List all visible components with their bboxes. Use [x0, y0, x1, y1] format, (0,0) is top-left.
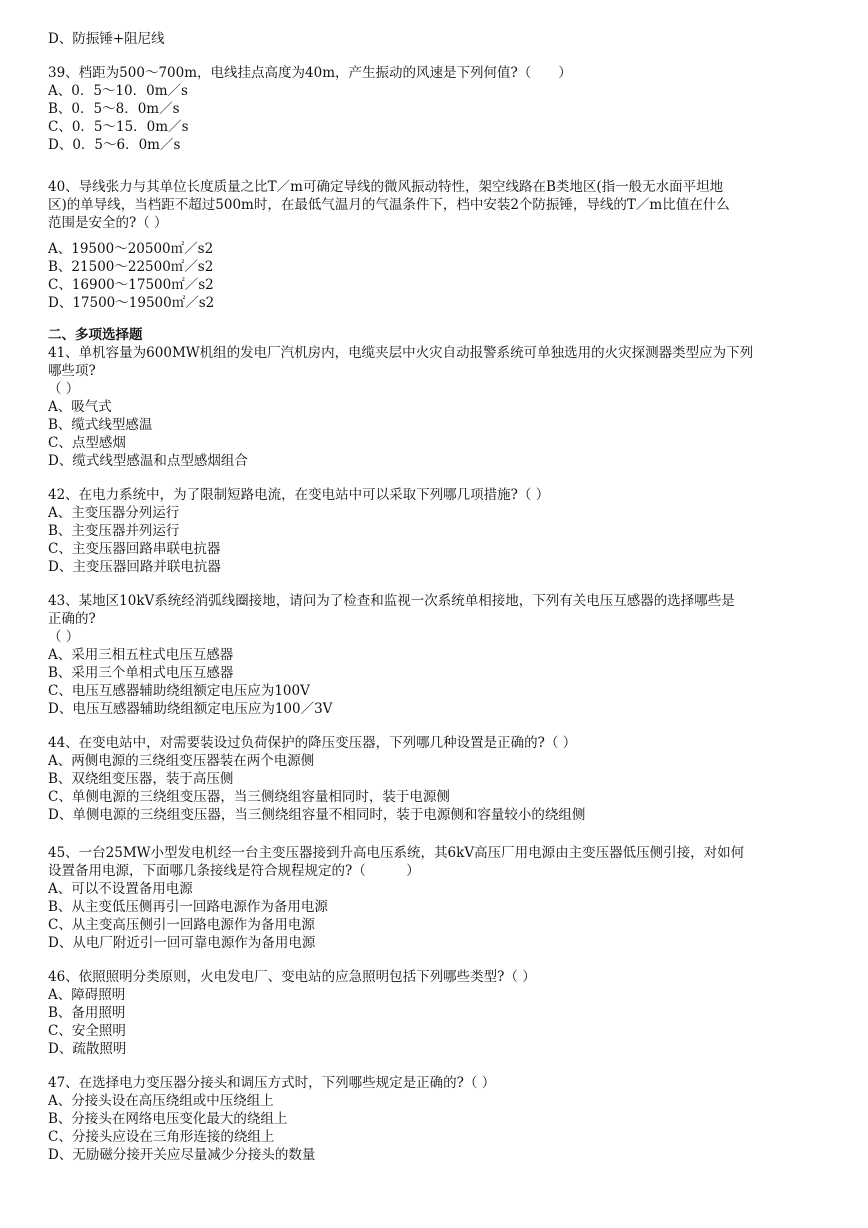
- question-stem-line: 40、导线张力与其单位长度质量之比T／m可确定导线的微风振动特性，架空线路在B类地区(指一般无水面平坦地: [48, 179, 724, 195]
- section-heading: 二、多项选择题: [48, 327, 143, 343]
- option-d: D、单侧电源的三绕组变压器，当三侧绕组容量不相同时，装于电源侧和容量较小的绕组侧: [48, 807, 586, 823]
- option-b: B、采用三个单相式电压互感器: [48, 665, 234, 681]
- option-c: C、从主变高压侧引一回路电源作为备用电源: [48, 917, 315, 933]
- option-d: D、0．5～6．0m／s: [48, 137, 181, 153]
- option-b: B、0．5～8．0m／s: [48, 101, 180, 117]
- option-c: C、0．5～15．0m／s: [48, 119, 189, 135]
- option-d: D、无励磁分接开关应尽量减少分接头的数量: [48, 1147, 316, 1163]
- option-d: D、17500～19500㎡／s2: [48, 295, 215, 311]
- question-stem: 39、档距为500～700m，电线挂点高度为40m，产生振动的风速是下列何值?（ ）: [48, 65, 572, 81]
- question-stem-line: 45、一台25MW小型发电机经一台主变压器接到升高电压系统，其6kV高压厂用电源由主变压器低压侧引接，对如何: [48, 845, 745, 861]
- option-a: A、可以不设置备用电源: [48, 881, 193, 897]
- option-d: D、从电厂附近引一回可靠电源作为备用电源: [48, 935, 316, 951]
- question-47: [48, 1074, 838, 1164]
- option-d: D、缆式线型感温和点型感烟组合: [48, 453, 248, 469]
- option-b: B、从主变低压侧再引一回路电源作为备用电源: [48, 899, 328, 915]
- question-45: [48, 844, 838, 952]
- document-page: [48, 30, 838, 1164]
- question-stem-line: 设置备用电源，下面哪几条接线是符合规程规定的?（ ）: [48, 863, 420, 879]
- question-42: [48, 486, 838, 576]
- option-a: A、采用三相五柱式电压互感器: [48, 647, 234, 663]
- option-c: C、安全照明: [48, 1023, 126, 1039]
- question-stem-line: 43、某地区10kV系统经消弧线圈接地，请问为了检查和监视一次系统单相接地，下列有关电压互感器的选择哪些是: [48, 593, 735, 609]
- question-39: [48, 64, 838, 154]
- option-b: B、21500～22500㎡／s2: [48, 259, 214, 275]
- question-stem-line: 正确的?: [48, 611, 96, 627]
- question-stem: 47、在选择电力变压器分接头和调压方式时，下列哪些规定是正确的?（ ）: [48, 1075, 496, 1091]
- option-a: A、主变压器分列运行: [48, 505, 180, 521]
- option-c: C、分接头应设在三角形连接的绕组上: [48, 1129, 275, 1145]
- option-b: B、分接头在网络电压变化最大的绕组上: [48, 1111, 288, 1127]
- question-41: [48, 344, 838, 470]
- question-stem: 46、依照照明分类原则，火电发电厂、变电站的应急照明包括下列哪些类型?（ ）: [48, 969, 536, 985]
- option-c: C、单侧电源的三绕组变压器，当三侧绕组容量相同时，装于电源侧: [48, 789, 450, 805]
- question-43: [48, 592, 838, 718]
- option-c: C、电压互感器辅助绕组额定电压应为100V: [48, 683, 310, 699]
- option-b: B、主变压器并列运行: [48, 523, 180, 539]
- question-46: [48, 968, 838, 1058]
- option-c: C、点型感烟: [48, 435, 126, 451]
- question-44: [48, 734, 838, 824]
- option-d-prev: D、防振锤+阻尼线: [48, 31, 165, 47]
- option-d: D、电压互感器辅助绕组额定电压应为100／3V: [48, 701, 333, 717]
- question-40: [48, 178, 838, 312]
- option-b: B、备用照明: [48, 1005, 126, 1021]
- option-c: C、主变压器回路串联电抗器: [48, 541, 221, 557]
- question-stem: 42、在电力系统中，为了限制短路电流，在变电站中可以采取下列哪几项措施?（ ）: [48, 487, 550, 503]
- question-stem-line: 范围是安全的?（ ）: [48, 215, 168, 231]
- option-d: D、主变压器回路并联电抗器: [48, 559, 221, 575]
- question-stem: 44、在变电站中，对需要装设过负荷保护的降压变压器，下列哪几种设置是正确的?（ ）: [48, 735, 577, 751]
- option-d: D、疏散照明: [48, 1041, 127, 1057]
- option-a: A、吸气式: [48, 399, 112, 415]
- option-b: B、缆式线型感温: [48, 417, 153, 433]
- answer-bracket: （ ）: [48, 381, 80, 397]
- answer-bracket: （ ）: [48, 629, 80, 645]
- option-a: A、19500～20500㎡／s2: [48, 241, 214, 257]
- option-b: B、双绕组变压器，装于高压侧: [48, 771, 234, 787]
- option-a: A、障碍照明: [48, 987, 126, 1003]
- option-a: A、两侧电源的三绕组变压器装在两个电源侧: [48, 753, 315, 769]
- option-a: A、0．5～10．0m／s: [48, 83, 188, 99]
- question-stem-line: 区)的单导线，当档距不超过500m时，在最低气温月的气温条件下，档中安装2个防振锤，导线的T／m比值在什么: [48, 197, 730, 213]
- question-stem-line: 哪些项?: [48, 363, 96, 379]
- option-c: C、16900～17500㎡／s2: [48, 277, 214, 293]
- option-a: A、分接头设在高压绕组或中压绕组上: [48, 1093, 274, 1109]
- question-stem-line: 41、单机容量为600MW机组的发电厂汽机房内，电缆夹层中火灾自动报警系统可单独选用的火灾探测器类型应为下列: [48, 345, 754, 361]
